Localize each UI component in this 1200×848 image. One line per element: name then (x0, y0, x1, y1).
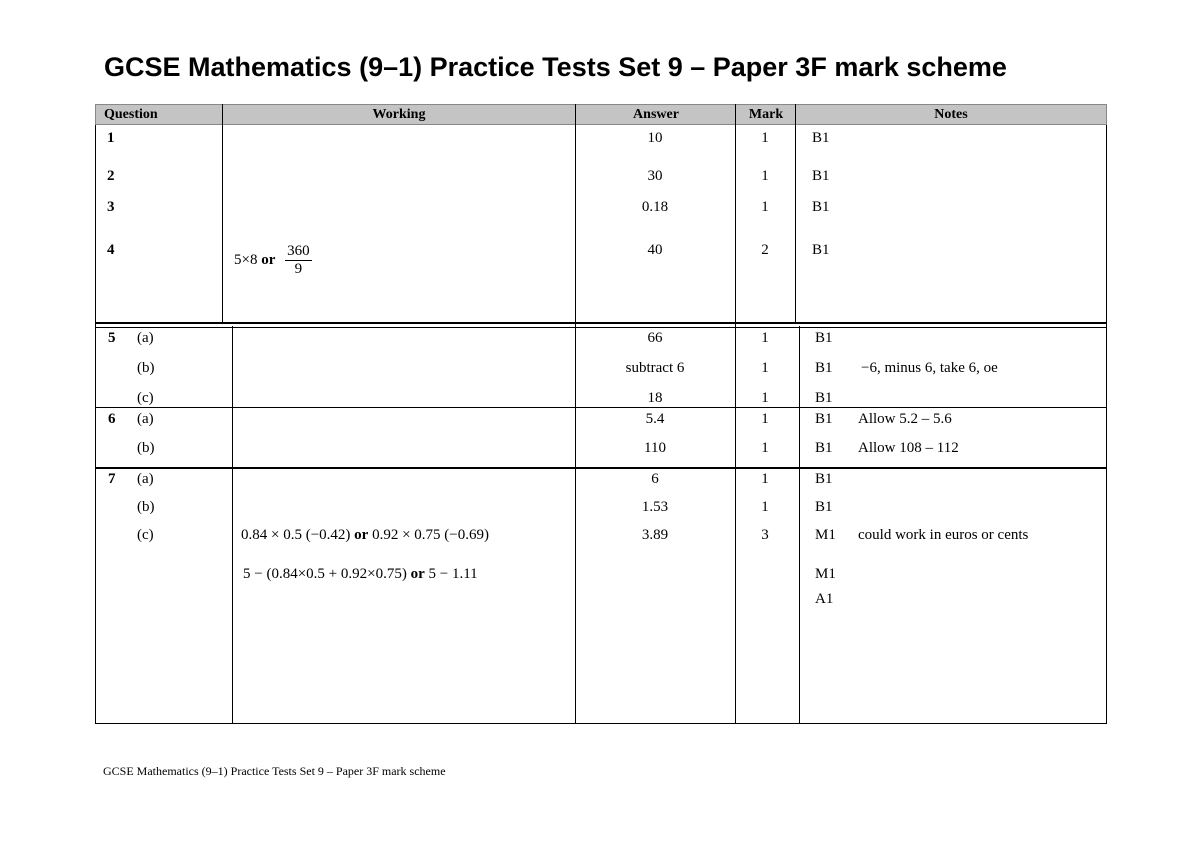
answer-cell: 30 (647, 168, 663, 184)
header-answer: Answer (633, 107, 679, 122)
page-title: GCSE Mathematics (9–1) Practice Tests Set 9 – Paper 3F mark scheme (104, 52, 1007, 82)
question-number: 1 (107, 130, 115, 146)
note-cell: Allow 5.2 – 5.6 (858, 411, 952, 427)
mark-code: B1 (815, 390, 833, 406)
mark-cell: 1 (761, 199, 769, 215)
working-or: or (261, 252, 276, 268)
mark-cell: 1 (761, 440, 769, 456)
working-line-1 (241, 527, 489, 544)
answer-cell: 5.4 (645, 411, 665, 427)
part-label: (b) (137, 360, 155, 376)
answer-cell: 66 (647, 330, 663, 346)
mark-code: M1 (815, 566, 836, 582)
part-label: (b) (137, 499, 155, 515)
mark-cell: 1 (761, 390, 769, 406)
working-expression: 0.92 × 0.75 (−0.69) (372, 527, 490, 543)
fraction-numerator: 360 (287, 243, 310, 259)
answer-cell: 0.18 (641, 199, 669, 215)
mark-cell: 2 (761, 242, 769, 258)
mark-code: B1 (815, 440, 833, 456)
mark-code: B1 (815, 411, 833, 427)
mark-cell: 3 (761, 527, 769, 543)
mark-cell: 1 (761, 411, 769, 427)
working-or: or (410, 566, 425, 582)
mark-code: B1 (815, 330, 833, 346)
mark-cell: 1 (761, 168, 769, 184)
mark-code: B1 (812, 199, 830, 215)
part-label: (c) (137, 527, 154, 543)
mark-code: B1 (812, 168, 830, 184)
working-cell (234, 243, 312, 278)
fraction (285, 243, 312, 278)
note-cell: −6, minus 6, take 6, oe (861, 360, 998, 376)
mark-cell: 1 (761, 471, 769, 487)
header-working: Working (372, 107, 426, 122)
note-cell: could work in euros or cents (858, 527, 1029, 543)
part-label: (c) (137, 390, 154, 406)
answer-cell: 6 (651, 471, 659, 487)
answer-cell: 3.89 (641, 527, 669, 543)
mark-cell: 1 (761, 360, 769, 376)
header-mark: Mark (748, 107, 784, 122)
part-label: (a) (137, 330, 154, 346)
question-number: 2 (107, 168, 115, 184)
answer-cell: subtract 6 (625, 360, 685, 376)
working-line-2 (243, 566, 478, 583)
working-expression: 5 − 1.11 (428, 566, 478, 582)
mark-cell: 1 (761, 499, 769, 515)
question-number: 6 (108, 411, 116, 427)
part-label: (a) (137, 471, 154, 487)
mark-code: M1 (815, 527, 836, 543)
question-number: 7 (108, 471, 116, 487)
working-expression: 0.84 × 0.5 (−0.42) (241, 527, 351, 543)
part-label: (b) (137, 440, 155, 456)
mark-cell: 1 (761, 330, 769, 346)
question-number: 3 (107, 199, 115, 215)
mark-code: A1 (815, 591, 834, 607)
question-number: 4 (107, 242, 115, 258)
mark-code: B1 (815, 360, 833, 376)
mark-cell: 1 (761, 130, 769, 146)
header-notes: Notes (934, 107, 968, 122)
answer-cell: 110 (644, 440, 666, 456)
answer-cell: 40 (647, 242, 663, 258)
part-label: (a) (137, 411, 154, 427)
mark-code: B1 (815, 471, 833, 487)
table-header (95, 104, 1107, 125)
answer-cell: 10 (647, 130, 663, 146)
mark-code: B1 (812, 130, 830, 146)
answer-cell: 1.53 (641, 499, 669, 515)
question-number: 5 (108, 330, 116, 346)
mark-code: B1 (812, 242, 830, 258)
page-footer: GCSE Mathematics (9–1) Practice Tests Set 9 – Paper 3F mark scheme (103, 764, 446, 778)
working-expression: 5×8 (234, 252, 258, 268)
working-expression: 5 − (0.84×0.5 + 0.92×0.75) (243, 566, 407, 582)
mark-code: B1 (815, 499, 833, 515)
fraction-denominator: 9 (294, 261, 303, 277)
header-question: Question (104, 107, 158, 122)
answer-cell: 18 (647, 390, 663, 406)
working-or: or (354, 527, 369, 543)
note-cell: Allow 108 – 112 (858, 440, 959, 456)
